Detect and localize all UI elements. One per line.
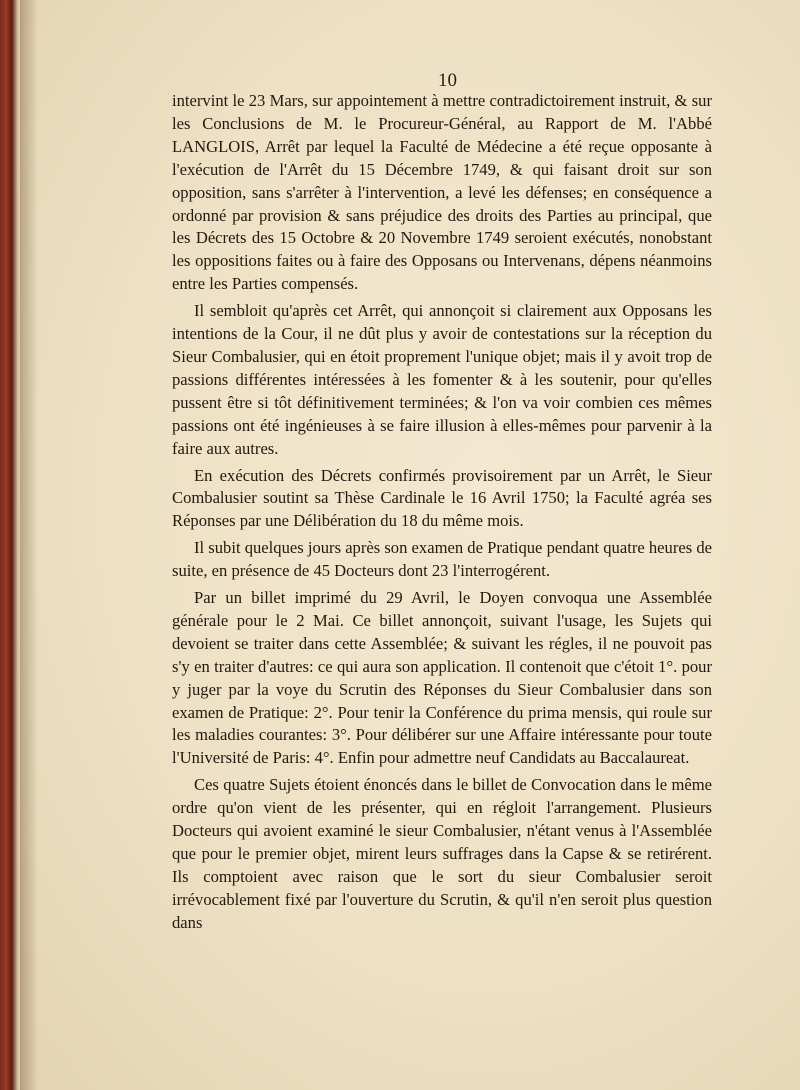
page-number: 10 — [438, 70, 457, 91]
paragraph-1: intervint le 23 Mars, sur appointement à mettre contradictoirement instruit, & sur les Conclusions de M. le Procureur-Général, au Rapport de M. l'Abbé LANGLOIS, Arrêt par lequel la Faculté de Médecine a été reçue opposante à l'exécution de l'Arrêt du 15 Décembre 1749, & qui faisant droit sur son opposition, sans s'arrêter à l'intervention, a levé les défenses; en conséquence a ordonné par provision & sans préjudice des droits des Parties au principal, que les Décrets des 15 Octobre & 20 Novembre 1749 seroient exécutés, nonobstant les oppositions faites ou à faire des Opposans ou Intervenans, dépens néanmoins entre les Parties compensés. — [172, 91, 712, 294]
paragraph-4: Il subit quelques jours après son examen de Pratique pendant quatre heures de suite, en présence de 45 Docteurs dont 23 l'interrogérent. — [172, 538, 712, 581]
paragraph-5: Par un billet imprimé du 29 Avril, le Doyen convoqua une Assemblée générale pour le 2 Mai. Ce billet annonçoit, suivant l'usage, les Sujets qui devoient se traiter dans cette Assemblée; & suivant les régles, il ne pouvoit pas s'y en traiter d'autres: ce qui aura son application. Il contenoit que c'étoit 1°. pour y juger par la voye du Scrutin des Réponses du Sieur Combalusier dans son examen de Pratique: 2°. Pour tenir la Conférence du prima mensis, qui roule sur les maladies courantes: 3°. Pour délibérer sur une Affaire intéressante pour toute l'Université de Paris: 4°. Enfin pour admettre neuf Candidats au Baccalaureat. — [172, 588, 712, 768]
paragraph-2: Il sembloit qu'après cet Arrêt, qui annonçoit si clairement aux Opposans les intentions de la Cour, il ne dût plus y avoir de contestations sur la réception du Sieur Combalusier, qui en étoit proprement l'unique objet; mais il y avoit trop de passions différentes intéressées à les fomenter & à les soutenir, pour qu'elles pussent être si tôt définitivement terminées; & l'on va voir combien ces mêmes passions ont été ingénieuses à se faire illusion à elles-mêmes pour parvenir à la faire aux autres. — [172, 301, 712, 458]
paragraph-3: En exécution des Décrets confirmés provisoirement par un Arrêt, le Sieur Combalusier soutint sa Thèse Cardinale le 16 Avril 1750; la Faculté agréa ses Réponses par une Délibération du 18 du même mois. — [172, 465, 712, 531]
paragraph-6: Ces quatre Sujets étoient énoncés dans le billet de Convocation dans le même ordre qu'on vient de les présenter, qui en régloit l'arrangement. Plusieurs Docteurs qui avoient examiné le sieur Combalusier, n'étant venus à l'Assemblée que pour le premier objet, mirent leurs suffrages dans la Capse & se retirérent. Ils comptoient avec raison que le sort du sieur Combalusier seroit irrévocablement fixé par l'ouverture du Scrutin, & qu'il n'en seroit plus question dans — [172, 775, 712, 932]
gutter-shadow — [20, 0, 38, 1090]
page-body — [172, 90, 712, 935]
